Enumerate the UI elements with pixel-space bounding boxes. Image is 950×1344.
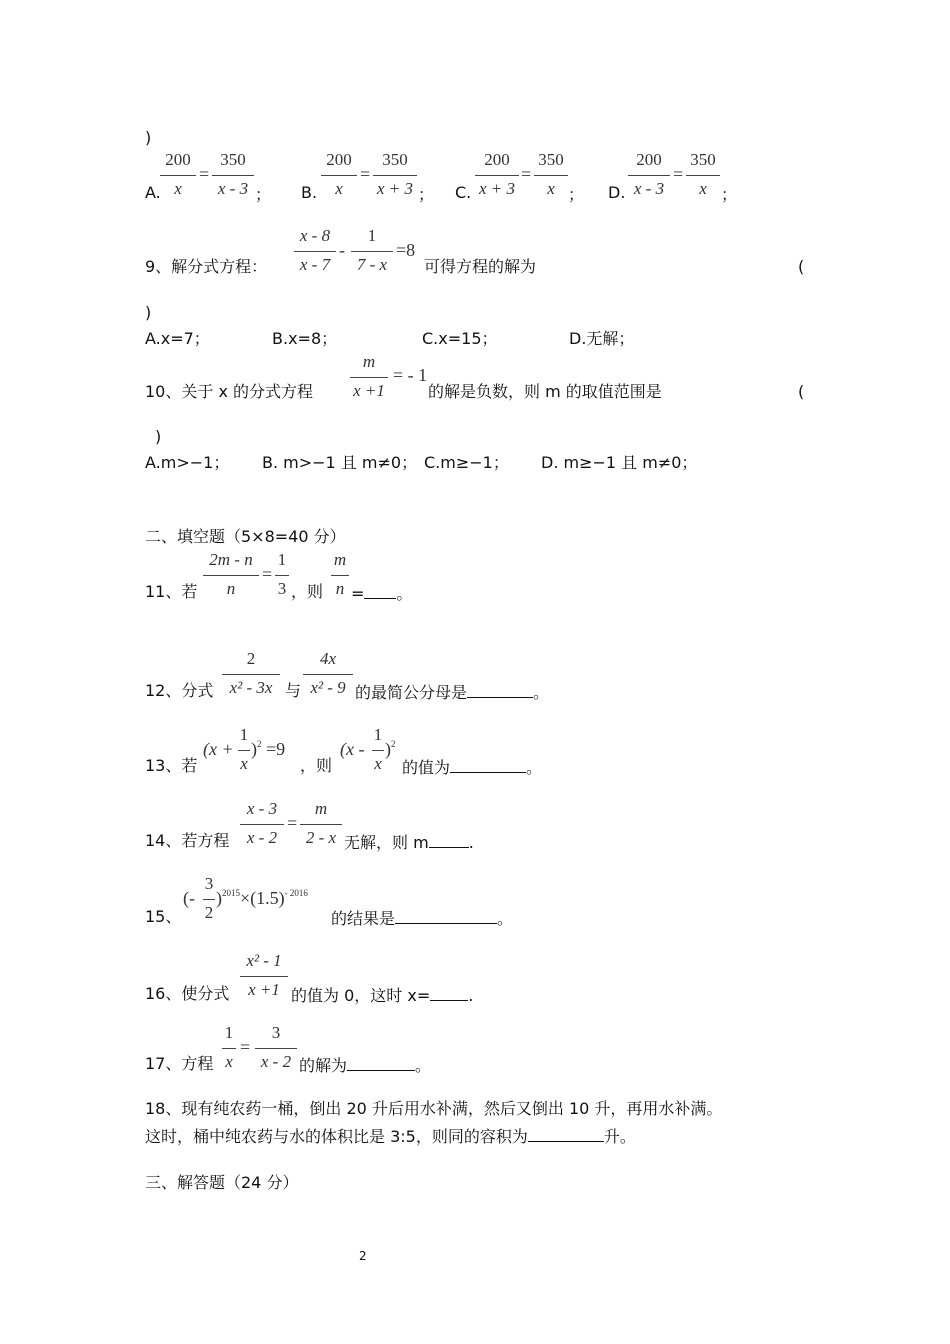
q10-option-c: C.m≥−1；	[424, 453, 509, 472]
answer-blank[interactable]	[347, 1056, 415, 1071]
question-stem: 17、方程	[145, 1054, 214, 1073]
q9-option-c: C.x=15；	[422, 329, 498, 348]
q8-paren-close: )	[145, 128, 152, 147]
section-heading: 三、解答题（24 分）	[145, 1173, 299, 1192]
question-stem: 11、若	[145, 582, 198, 601]
page-number: 2	[359, 1249, 367, 1263]
question-stem: 15、	[145, 907, 182, 926]
answer-blank[interactable]	[364, 584, 396, 599]
question-stem: 9、解分式方程：	[145, 257, 268, 276]
answer-paren: (	[798, 382, 805, 401]
answer-blank[interactable]	[528, 1127, 604, 1142]
answer-blank[interactable]	[395, 909, 497, 924]
section-heading: 二、填空题（5×8=40 分）	[145, 527, 346, 546]
option-label: D.	[608, 183, 626, 202]
q10-option-a: A.m>−1；	[145, 453, 230, 472]
answer-paren: (	[798, 257, 805, 276]
answer-blank[interactable]	[467, 683, 533, 698]
option-label: B.	[301, 183, 318, 202]
answer-blank[interactable]	[450, 758, 526, 773]
answer-blank[interactable]	[429, 833, 469, 848]
exam-page: ) A. 200 x = 350 x - 3 ； B. 200 x = 350 x + 3 ； C. 200 x + 3 = 350 x ； D. 200 x - 3 = 350 x ； 9、解分式方程： x - 8 x - 7 - 1 7 - x =8 可得方程的解为 ( ) A.x=7； B.x=8； C.x=15； D.无解； 10、关于 x 的分式方程 m x +1 = - 1 的解是负数，则 m 的取值范围是 ( ) A.m>−1； B. m>−1 且 m≠0； C.m≥−1； D. m≥−1 且 m≠0； 二、填空题（5×8=40 分） 11、若 2m - n n = 1 3 ，则 m n = 。 12、分式 2 x² - 3x 与 4x x² - 9 的最简公分母是 。 13、若 (x + 1 x )$^2$ =9 ，则 (x - 1 x )$^2$ 的值为 。 14、若方程 x - 3 x - 2 = m 2 - x 无解，则 m . 15、 (- 3 2 )$^{2015}\times(1.5)^{- 2016}$ 的结果是 。 16、使分式 x² - 1 x +1 的值为 0，这时 x= . 17、方程 1 x = 3 x - 2 的解为 。 18、现有纯农药一桶，倒出 20 升后用水补满，然后又倒出 10 升，再用水补满。 这时，桶中纯农药与水的体积比是 3:5，则同的容积为 升。 三、解答题（24 分） 2	[145, 128, 805, 1263]
question-stem: 10、关于 x 的分式方程	[145, 382, 314, 401]
question-stem: 16、使分式	[145, 984, 230, 1003]
answer-blank[interactable]	[430, 986, 468, 1001]
q9-option-b: B.x=8；	[272, 329, 338, 348]
option-label: A.	[145, 183, 161, 202]
question-stem: 13、若	[145, 756, 198, 775]
option-label: C.	[455, 183, 472, 202]
question-stem: 12、分式	[145, 681, 214, 700]
question-stem: 14、若方程	[145, 831, 230, 850]
question-stem: 18、现有纯农药一桶，倒出 20 升后用水补满，然后又倒出 10 升，再用水补满。	[145, 1099, 723, 1118]
q10-option-d: D. m≥−1 且 m≠0；	[541, 453, 698, 472]
q9-option-d: D.无解；	[569, 329, 635, 348]
q10-option-b: B. m>−1 且 m≠0；	[262, 453, 418, 472]
q9-option-a: A.x=7；	[145, 329, 210, 348]
